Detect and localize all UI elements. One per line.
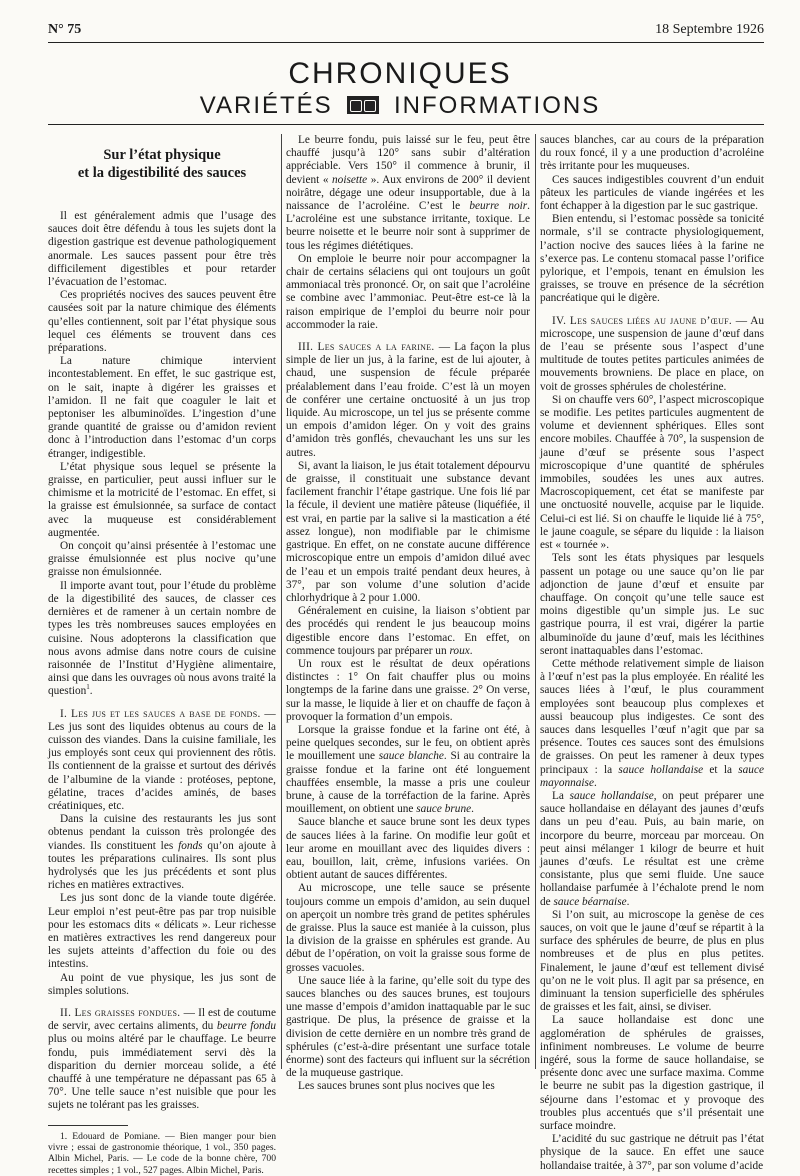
section-3: III. Les sauces a la farine. — La façon la plus simple de lier un jus, à la farine, est de lui ajouter, à chaud, une suspension de fécule préparée préalablement dans l’eau froide. C’est là un moyen de conférer une certaine onctuosité à un jus trop liquide. Au microscope, un tel jus se présente comme un empois d’amidon léger. On y voit des grains d’amidon très gonflés, chevauchant les uns sur les autres. — [286, 341, 530, 459]
masthead-informations: INFORMATIONS — [394, 92, 601, 119]
issue-date: 18 Septembre 1926 — [655, 22, 764, 37]
paragraph: Ces propriétés nocives des sauces peuvent être causées soit par la nature chimique des éléments qu’elles contiennent, soit par l’état physique sous lequel ces éléments se trouvent dans ces préparations. — [48, 289, 276, 355]
section-heading: I. Les jus et les sauces a base de fonds. — — [60, 707, 276, 720]
footnote-rule — [48, 1125, 128, 1126]
paragraph: Si l’on suit, au microscope la genèse de ces sauces, on voit que le jaune d’œuf se répartit à la surface des sphérules de beurre, de plus en plus nombreuses et de plus en plus petites. Finalement, le jaune d’œuf est tellement divisé qu’on ne le voit plus. Il agit par sa présence, en diminuant la tension superficielle des sphérules de graisses et les fait, ainsi, se diviser. — [540, 908, 764, 1014]
masthead-subline — [0, 92, 800, 120]
column-divider — [281, 134, 282, 1069]
section-heading: IV. Les sauces liées au jaune d’œuf. — — [552, 314, 748, 327]
paragraph: L’état physique sous lequel se présente la graisse, en particulier, peut aussi influer sur le chimisme et la motricité de l’estomac. En effet, si la graisse est émulsionnée, sa surface de contact avec la muqueuse est considérablement augmentée. — [48, 460, 276, 539]
masthead-varietes: VARIÉTÉS — [199, 92, 333, 119]
paragraph: Si on chauffe vers 60°, l’aspect microscopique se modifie. Les petites particules augmentent de volume et deviennent sphériques. Elles sont encore mobiles. Chauffée à 70°, la suspension de jaune d’œuf se présente sous l’aspect microscopique d’une quantité de sphérules immobiles, soudées les unes aux autres. Macroscopiquement, cet état se manifeste par une onctuosité nouvelle, acquise par le liquide. Celui-ci est lié. Si on chauffe le liquide lié à 75°, le jaune coagule, se sépare du liquide : la liaison est « tournée ». — [540, 393, 764, 552]
paragraph: Sauce blanche et sauce brune sont les deux types de sauces liées à la farine. On modifie leur goût et leur arome en mouillant avec des liquides divers : eau, bouillon, lait, crème, infusions variées. On obtient autant de sauces différentes. — [286, 816, 530, 882]
paragraph: Un roux est le résultat de deux opérations distinctes : 1° On fait chauffer plus ou moins longtemps de la farine dans une graisse. 2° On verse, sur la masse, le liquide à lier et on chauffe de façon à provoquer la formation d’un empois. — [286, 657, 530, 723]
running-header — [48, 22, 764, 42]
issue-number: N° 75 — [48, 22, 82, 37]
footnote: 1. Edouard de Pomiane. — Bien manger pour bien vivre ; essai de gastronomie théorique, 1 vol., 350 pages. Albin Michel, Paris. — Le code de la bonne chère, 700 recettes simples ; 1 vol., 527 pages. Albin Michel, Paris. — [48, 1130, 276, 1176]
paragraph: On emploie le beurre noir pour accompagner la chair de certains sélaciens qui ont toujours un goût ammoniacal très prononcé. Or, on sait que l’acroléine se combine avec l’ammoniac. Peut-être est-ce là la raison empirique de l’emploi du beurre noir pour accommoder la raie. — [286, 252, 530, 331]
paragraph: Les sauces brunes sont plus nocives que les — [298, 1080, 495, 1093]
paragraph: Dans la cuisine des restaurants les jus sont obtenus pendant la cuisson très prolongée des viandes. Ils constituent les fonds qu’on ajoute à toutes les préparations culinaires. Ils sont plus hydrolysés que les jus précédents et sont plus riches en matières extractives. — [48, 813, 276, 892]
paragraph: sauces blanches, car au cours de la préparation du roux foncé, il y a une production d’acroléine très irritante pour les muqueuses. — [540, 134, 764, 173]
paragraph: Si, avant la liaison, le jus était totalement dépourvu de graisse, il constituait une substance devant facilement franchir l’étape gastrique. Une fois lié par la fécule, il devient une matière pâteuse (liquéfiée, il est vrai, en partie par la salive si la mastication a été assez longue), non modifiable par le chimisme gastrique. En effet, on ne constate aucune différence microscopique entre un empois d’amidon dilué avec de l’eau et un empois traité pendant deux heures, à 37°, par son volume d’une solution d’acide chlorhydrique à 2 pour 1.000. — [286, 459, 530, 604]
paragraph: Une sauce liée à la farine, qu’elle soit du type des sauces blanches ou des sauces brunes, est toujours une masse d’empois d’amidon inattaquable par le suc gastrique. De plus, la présence de graisse et la division de cette dernière en un nombre très grand de sphérules (c’est-à-dire présentant une surface totale énorme) sont des facteurs qui influent sur la sécrétion de la muqueuse gastrique. — [286, 974, 530, 1080]
paragraph: Il est généralement admis que l’usage des sauces doit être défendu à tous les sujets dont la digestion gastrique est devenue pathologiquement anormale. Les sauces passent pour être très difficilement digestibles et pour retarder l’évacuation de l’estomac. — [48, 210, 276, 289]
article-title: Sur l’état physique et la digestibilité des sauces — [77, 147, 247, 181]
paragraph: Bien entendu, si l’estomac possède sa tonicité normale, s’il se contracte physiologiquement, l’action nocive des sauces liées à la farine ne s’exerce pas. Le contenu stomacal passe l’orifice pylorique, et l’empois, tenant en émulsion les graisses, se trouve en présence de la sécrétion pancréatique qui le digère. — [540, 213, 764, 305]
paragraph: La sauce hollandaise, on peut préparer une sauce hollandaise en délayant des jaunes d’œufs dans un peu d’eau. Puis, au bain marie, on incorpore du beurre, morceau par morceau. On peut ainsi mélanger 1 kilogr de beurre et huit jaunes d’œufs. Le résultat est une crème consistante, plus que semi fluide. Une sauce hollandaise parfumée à l’échalote prend le nom de sauce béarnaise. — [540, 789, 764, 908]
paragraph: Les jus sont donc de la viande toute digérée. Leur emploi n’est peut-être pas par trop nuisible pour les estomacs dits « délicats ». Leur richesse en matières extractives les rend dangereux pour les sujets atteints d’affection du foie ou des intestins. — [48, 892, 276, 971]
paragraph: Cette méthode relativement simple de liaison à l’œuf n’est pas la plus employée. En réalité les sauces liées à l’œuf, le plus couramment employées sont beaucoup plus complexes et aussi beaucoup plus indigestes. Ce sont des sauces dans lesquelles l’œuf n’agit que par sa présence. Toutes ces sauces sont des émulsions de graisses. On peut les ramener à deux types principaux : la sauce hollandaise et la sauce mayonnaise. — [540, 657, 764, 789]
column-2 — [286, 134, 530, 1093]
paragraph: Il importe avant tout, pour l’étude du problème de la digestibilité des sauces, de classer ces dernières et de ramener à un certain nombre de types les très nombreuses sauces employées en cuisine. Nous adopterons la classification que nous avons admise dans notre cours de cuisine raisonnée de l’Institut d’Hygiène alimentaire, ainsi que dans les ouvrages où nous avons traité la question$^1$. — [48, 579, 276, 698]
paragraph: Le beurre fondu, puis laissé sur le feu, peut être chauffé jusqu’à 120° sans subir d’altération appréciable. Vers 150° il commence à brunir, il devient « noisette ». Aux environs de 200° il devient noirâtre, dégage une odeur insupportable, due à la naissance de l’acroléine. C’est le beurre noir. L’acroléine est une substance irritante, toxique. Le beurre noisette et le beurre noir sont à supprimer de tous les régimes diététiques. — [286, 134, 530, 252]
footnote-marker: 1 — [86, 683, 90, 692]
paragraph: L’acidité du suc gastrique ne détruit pas l’état physique de la sauce. En effet une sauce hollandaise traitée, à 37°, par son volume d’acide — [540, 1133, 764, 1172]
ornament-emblem-icon — [347, 96, 379, 114]
column-divider — [535, 134, 536, 1069]
paragraph: Tels sont les états physiques par lesquels passent un potage ou une sauce qu’on lie par adjonction de jaune d’œuf et ensuite par chauffage. On conçoit qu’une telle sauce est moins digestible qu’un simple jus. Le suc gastrique pourra, il est vrai, digérer la partie albuminoïde du jaune d’œuf, mais les lécithines seront inattaquables dans l’estomac. — [540, 552, 764, 657]
header-rule — [48, 42, 764, 43]
section-heading: III. Les sauces a la farine. — — [298, 341, 451, 354]
paragraph: La sauce hollandaise est donc une agglomération de sphérules de graisses, infiniment nombreuses. Le volume de beurre ingéré, sous la forme de sauce hollandaise, se présente donc avec une surface maxima. Comme le beurre ne subit pas la digestion gastrique, il séjourne dans l’estomac et y provoque des troubles plus accentués que s’il présentait une surface moindre. — [540, 1014, 764, 1133]
paragraph: La nature chimique intervient incontestablement. En effet, le suc gastrique est, on le sait, inapte à digérer les graisses et l’amidon. Il ne fait que coaguler le lait et peptoniser les albuminoïdes. L’ingestion d’une grande quantité de graisse ou d’amidon revient donc à l’introduction dans l’estomac d’un corps étranger, indigestible. — [48, 355, 276, 460]
masthead-chroniques: CHRONIQUES — [288, 57, 512, 90]
paragraph: Généralement en cuisine, la liaison s’obtient par des procédés qui rendent le jus beaucoup moins digestible encore dans l’estomac. En effet, on commence toujours par préparer un roux. — [286, 605, 530, 657]
section-masthead — [0, 58, 800, 120]
section-1: I. Les jus et les sauces a base de fonds. — Les jus sont des liquides obtenus au cours de la cuisson des viandes. Dans la cuisine familiale, les jus employés sont ceux qui proviennent des rôtis. Ils contiennent de la graisse et surtout des dérivés de l’albumine de la viande : protéoses, peptone, gélatine, traces d’acides aminés, de bases créatiniques, etc. — [48, 707, 276, 812]
column-1 — [48, 134, 276, 1176]
paragraph: Au microscope, une telle sauce se présente toujours comme un empois d’amidon, au sein duquel on aperçoit un nombre très grand de petites sphérules de graisse. Plus la sauce est maniée à la cuisson, plus la division de la graisse en sphérules est grande. Au début de l’opération, on voit la graisse sous forme de grosses vacuoles. — [286, 882, 530, 974]
section-4: IV. Les sauces liées au jaune d’œuf. — Au microscope, une suspension de jaune d’œuf dans de l’eau se présente sous l’aspect d’une multitude de toutes petites particules animées de mouvements browniens. De place en place, on voit de grosses sphérules de cholestérine. — [540, 314, 765, 393]
section-heading: II. Les graisses fondues. — — [60, 1006, 196, 1019]
masthead-rule — [48, 124, 764, 125]
paragraph: On conçoit qu’ainsi présentée à l’estomac une graisse émulsionnée est plus nocive qu’une graisse non émulsionnée. — [48, 540, 276, 579]
column-3 — [540, 134, 765, 1172]
section-2: II. Les graisses fondues. — Il est de coutume de servir, avec certains aliments, du beurre fondu plus ou moins altéré par le chauffage. Le beurre fondu, puis immédiatement servi dès la disparition du dernier morceau solide, a été chauffé à une température ne dépassant pas 65 à 70°. Une telle sauce n’est nuisible que pour les sujets ne tolérant pas les graisses. — [48, 1006, 276, 1112]
paragraph: Ces sauces indigestibles couvrent d’un enduit pâteux les particules de viande ingérées et les font échapper à la digestion par le suc gastrique. — [540, 173, 764, 213]
paragraph: Au point de vue physique, les jus sont de simples solutions. — [48, 971, 276, 997]
paragraph: Lorsque la graisse fondue et la farine ont été, à peine quelques secondes, sur le feu, on obtient après le mouillement une sauce blanche. Si au contraire la graisse fondue et la farine ont été longuement chauffées ensemble, la masse a pris une couleur brune, à cause de la torréfaction de la farine. Après mouillement, on obtient une sauce brune. — [286, 723, 530, 816]
